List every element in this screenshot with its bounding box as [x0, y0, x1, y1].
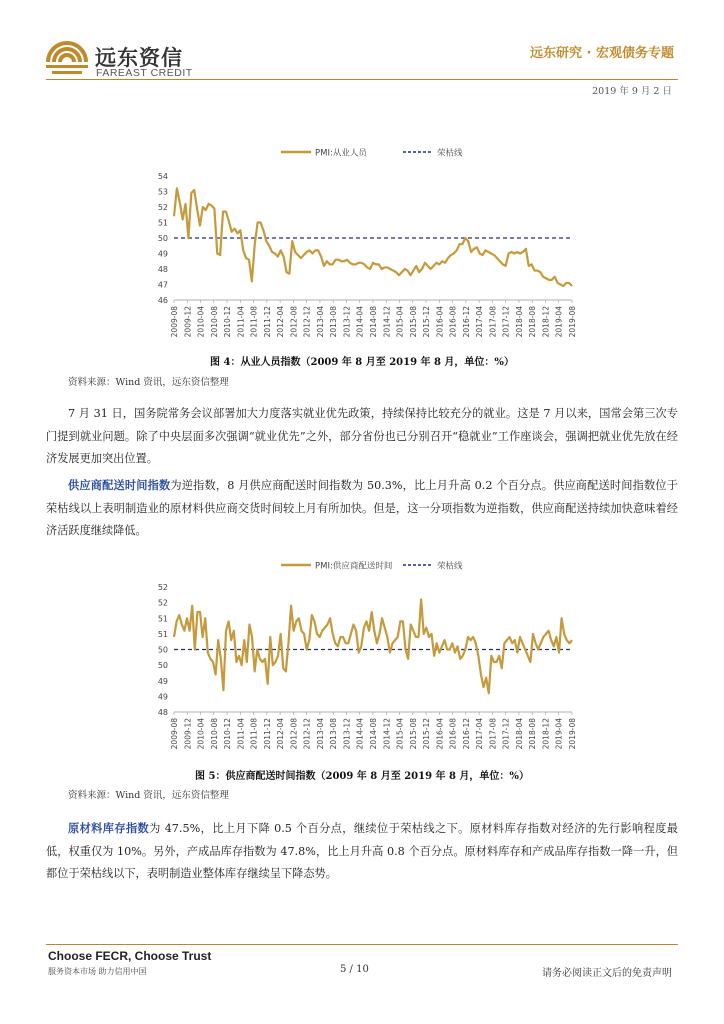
x-tick-label: 2018-04	[514, 306, 524, 338]
x-tick-label: 2009-08	[170, 306, 179, 338]
x-tick-label: 2011-04	[236, 306, 246, 338]
y-tick-label: 50	[157, 234, 168, 243]
x-tick-label: 2016-12	[461, 306, 471, 338]
header-rule	[46, 79, 678, 80]
x-tick-label: 2011-12	[262, 718, 272, 750]
y-axis	[158, 583, 168, 717]
y-tick-label: 52	[157, 583, 168, 592]
x-tick-label: 2019-08	[568, 306, 577, 338]
x-tick-label: 2015-04	[395, 718, 405, 750]
logo-name-cn: 远东资信	[95, 46, 183, 70]
series-line	[174, 188, 572, 286]
x-tick-label: 2012-08	[289, 306, 299, 338]
y-tick-label: 52	[157, 598, 168, 608]
paragraph-delivery	[46, 474, 678, 543]
y-tick-label: 51	[157, 629, 168, 639]
x-tick-label: 2016-12	[461, 718, 471, 750]
report-series-title: 远东研究 · 宏观债务专题	[530, 46, 674, 61]
employment-index-chart	[140, 140, 580, 350]
y-tick-label: 52	[157, 203, 168, 212]
paragraph-delivery-text: 为逆指数，8 月供应商配送时间指数为 50.3%，比上月升高 0.2 个百分点。供应商配送时间指数位于荣枯线以上表明制造业的原材料供应商交货时间较上月有所加快。但是，这一分项指数为逆指数，供应商配送持续加快意味着经济活跃度继续降低。	[46, 479, 678, 537]
x-tick-label: 2013-04	[315, 718, 325, 750]
x-tick-label: 2011-08	[249, 306, 259, 338]
x-tick-label: 2016-08	[448, 718, 458, 750]
x-tick-label: 2015-08	[408, 718, 418, 750]
logo	[44, 40, 90, 80]
x-tick-label: 2010-08	[209, 718, 219, 750]
x-tick-label: 2015-12	[422, 306, 432, 338]
x-tick-label: 2016-08	[448, 306, 458, 338]
y-tick-label: 50	[157, 661, 168, 671]
x-tick-label: 2017-12	[501, 306, 511, 338]
x-tick-label: 2010-12	[223, 718, 233, 750]
figure-4-source: 资料来源：Wind 资讯，远东资信整理	[68, 377, 229, 388]
paragraph-inventory-text: 为 47.5%，比上月下降 0.5 个百分点，继续位于荣枯线之下。原材料库存指数对经济的先行影响程度最低，权重仅为 10%。另外，产成品库存指数为 47.8%，比上月升高 0.8 个百分点。原材料库存和产成品库存指数一降一升，但都位于荣枯线以下，表明制造业整体库存继续呈下降态势。	[46, 822, 678, 880]
y-tick-label: 49	[157, 249, 168, 259]
y-tick-label: 51	[157, 614, 168, 624]
x-tick-label: 2012-04	[276, 718, 286, 750]
x-tick-label: 2014-04	[355, 306, 365, 338]
x-tick-label: 2018-08	[528, 306, 538, 338]
figure-4-caption: 图 4：从业人员指数（2009 年 8 月至 2019 年 8 月，单位：%）	[210, 357, 514, 368]
x-tick-label: 2019-04	[554, 718, 564, 750]
x-tick-label: 2013-08	[329, 718, 339, 750]
logo-mark-icon	[44, 40, 90, 80]
x-tick-label: 2012-08	[289, 718, 299, 750]
legend-series-label: PMI:从业人员	[315, 148, 367, 159]
x-tick-label: 2017-08	[488, 306, 498, 338]
footer-rule	[46, 944, 678, 945]
y-tick-label: 47	[157, 280, 168, 290]
footer-slogan: Choose FECR, Choose Trust	[48, 949, 212, 963]
report-date: 2019 年 9 月 2 日	[592, 86, 672, 97]
x-tick-label: 2018-12	[541, 306, 551, 338]
paragraph-inventory	[46, 817, 678, 886]
x-tick-label: 2017-04	[475, 306, 485, 338]
legend-threshold-label: 荣枯线	[437, 148, 463, 159]
x-tick-label: 2015-12	[422, 718, 432, 750]
x-tick-label: 2014-08	[369, 306, 378, 338]
y-tick-label: 48	[157, 265, 168, 274]
x-tick-label: 2019-04	[554, 306, 564, 338]
legend-threshold-label: 荣枯线	[437, 561, 463, 572]
y-tick-label: 49	[157, 676, 168, 686]
series-line	[174, 600, 572, 694]
x-tick-label: 2019-08	[568, 718, 577, 750]
chart-legend	[281, 561, 463, 572]
x-tick-label: 2013-12	[342, 718, 352, 750]
x-tick-label: 2010-08	[209, 306, 219, 338]
x-tick-label: 2010-12	[223, 306, 233, 338]
x-tick-label: 2017-12	[501, 718, 511, 750]
x-tick-label: 2012-12	[302, 306, 312, 338]
logo-name-en: FAREAST CREDIT	[96, 67, 193, 79]
x-tick-label: 2014-04	[355, 718, 365, 750]
x-tick-label: 2013-08	[329, 306, 339, 338]
figure-5-caption: 图 5：供应商配送时间指数（2009 年 8 月至 2019 年 8 月，单位：%）	[195, 771, 529, 782]
chart-legend	[281, 148, 463, 159]
legend-series-label: PMI:供应商配送时间	[315, 561, 393, 572]
x-tick-label: 2012-04	[276, 306, 286, 338]
x-tick-label: 2014-12	[382, 306, 392, 338]
x-tick-label: 2009-12	[183, 718, 193, 750]
y-tick-label: 46	[157, 296, 168, 305]
x-tick-label: 2014-12	[382, 718, 392, 750]
x-tick-label: 2018-08	[528, 718, 538, 750]
inventory-index-label: 原材料库存指数	[68, 821, 150, 835]
x-tick-label: 2015-04	[395, 306, 405, 338]
x-tick-label: 2016-04	[435, 718, 445, 750]
x-tick-label: 2017-08	[488, 718, 498, 750]
x-tick-label: 2009-12	[183, 306, 193, 338]
x-axis	[170, 300, 577, 337]
x-tick-label: 2018-12	[541, 718, 551, 750]
y-tick-label: 49	[157, 692, 168, 702]
x-tick-label: 2011-04	[236, 718, 246, 750]
x-tick-label: 2009-08	[170, 718, 179, 750]
y-tick-label: 53	[157, 187, 168, 197]
x-tick-label: 2011-08	[249, 718, 259, 750]
disclaimer-note: 请务必阅读正文后的免责声明	[542, 968, 672, 979]
x-tick-label: 2015-08	[408, 306, 418, 338]
x-tick-label: 2013-12	[342, 306, 352, 338]
paragraph-employment	[46, 403, 678, 471]
x-tick-label: 2013-04	[315, 306, 325, 338]
y-tick-label: 48	[157, 708, 168, 717]
supplier-delivery-chart	[140, 553, 580, 763]
delivery-index-label: 供应商配送时间指数	[68, 478, 171, 492]
y-axis	[158, 172, 168, 305]
y-tick-label: 50	[157, 645, 168, 655]
paragraph-employment-text: 7 月 31 日，国务院常务会议部署加大力度落实就业优先政策，持续保持比较充分的就业。这是 7 月以来，国常会第三次专门提到就业问题。除了中央层面多次强调“就业优先”之外，部分省份也已分别召开“稳就业”工作座谈会，强调把就业优先放在经济发展更加突出位置。	[46, 407, 678, 465]
page-number: 5 / 10	[340, 964, 369, 975]
x-tick-label: 2010-04	[196, 306, 206, 338]
x-tick-label: 2014-08	[369, 718, 378, 750]
x-tick-label: 2012-12	[302, 718, 312, 750]
x-tick-label: 2017-04	[475, 718, 485, 750]
x-tick-label: 2018-04	[514, 718, 524, 750]
x-tick-label: 2011-12	[262, 306, 272, 338]
figure-5-source: 资料来源：Wind 资讯，远东资信整理	[68, 790, 229, 801]
y-tick-label: 54	[157, 172, 168, 181]
x-tick-label: 2010-04	[196, 718, 206, 750]
x-axis	[170, 712, 577, 749]
x-tick-label: 2016-04	[435, 306, 445, 338]
y-tick-label: 51	[157, 218, 168, 228]
footer-subslogan: 服务资本市场 助力信用中国	[48, 967, 147, 976]
